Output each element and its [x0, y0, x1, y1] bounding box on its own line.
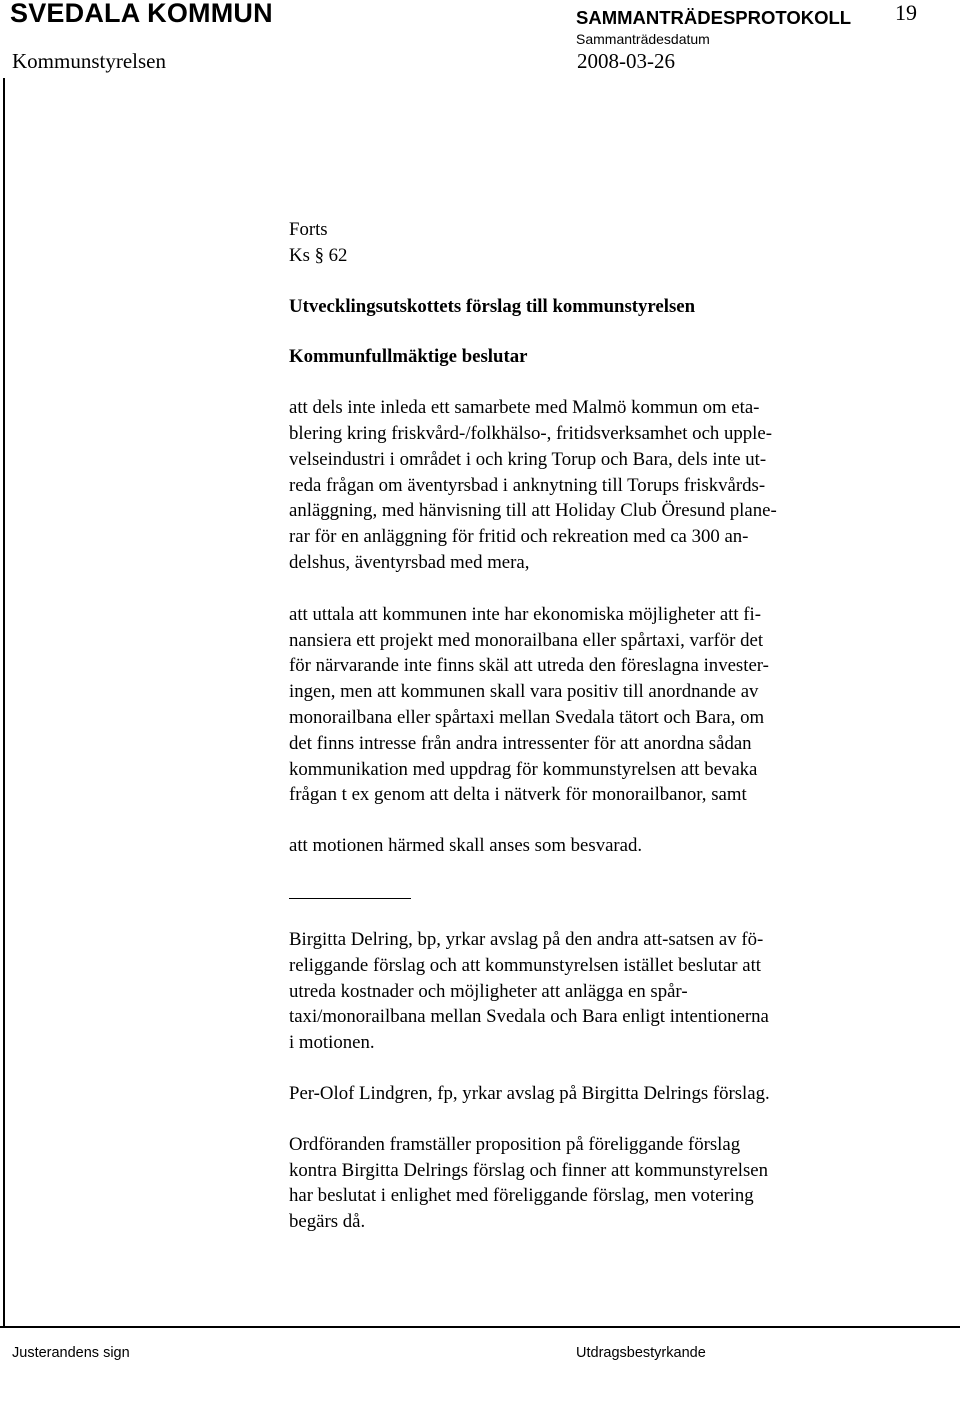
text-line: delshus, äventyrsbad med mera,: [289, 551, 530, 573]
text-line: rar för en anläggning för fritid och rekreation med ca 300 an-: [289, 526, 749, 548]
lindgren-motion: Per-Olof Lindgren, fp, yrkar avslag på Birgitta Delrings förslag.: [289, 1082, 770, 1104]
text-line: utreda kostnader och möjligheter att anlägga en spår-: [289, 980, 688, 1002]
council-decision-heading: Kommunfullmäktige beslutar: [289, 346, 528, 368]
text-line: kommunikation med uppdrag för kommunstyrelsen att bevaka: [289, 758, 758, 780]
text-line: det finns intresse från andra intressenter för att anordna sådan: [289, 732, 752, 754]
document-type: SAMMANTRÄDESPROTOKOLL: [576, 7, 852, 28]
committee-proposal-heading: Utvecklingsutskottets förslag till kommunstyrelsen: [289, 295, 696, 317]
chair-proposition: [289, 1132, 889, 1235]
continued-label: Forts: [289, 219, 328, 240]
text-line: begärs då.: [289, 1211, 366, 1233]
text-line: i motionen.: [289, 1032, 375, 1054]
delring-motion: [289, 927, 889, 1056]
text-line: att uttala att kommunen inte har ekonomiska möjligheter att fi-: [289, 603, 762, 625]
text-line: har beslutat i enlighet med föreliggande förslag, men votering: [289, 1185, 754, 1207]
att-clause-3: att motionen härmed skall anses som besvarad.: [289, 835, 643, 857]
paragraph-reference: Ks § 62: [289, 244, 348, 266]
page-number: 19: [895, 0, 917, 25]
text-line: velseindustri i området i och kring Torup och Bara, dels inte ut-: [289, 448, 767, 470]
att-clause-2: [289, 602, 889, 808]
text-line: blering kring friskvård-/folkhälso-, fritidsverksamhet och upple-: [289, 422, 772, 444]
text-line: taxi/monorailbana mellan Svedala och Bara enligt intentionerna: [289, 1006, 769, 1028]
text-line: religgande förslag och att kommunstyrelsen istället beslutar att: [289, 954, 762, 976]
footer-rule: [0, 1326, 960, 1328]
department-name: Kommunstyrelsen: [12, 49, 166, 73]
text-line: för närvarande inte finns skäl att utreda den föreslagna invester-: [289, 655, 769, 677]
certification-label: Utdragsbestyrkande: [576, 1345, 706, 1361]
meeting-date-label: Sammanträdesdatum: [576, 31, 710, 47]
text-line: anläggning, med hänvisning till att Holiday Club Öresund plane-: [289, 500, 777, 522]
text-line: ingen, men att kommunen skall vara positiv till anordnande av: [289, 681, 759, 703]
meeting-date: 2008-03-26: [577, 49, 675, 73]
text-line: monorailbana eller spårtaxi mellan Svedala tätort och Bara, om: [289, 706, 765, 728]
signature-label: Justerandens sign: [12, 1345, 130, 1361]
text-line: nansiera ett projekt med monorailbana eller spårtaxi, varför det: [289, 629, 764, 651]
text-line: att dels inte inleda ett samarbete med Malmö kommun om eta-: [289, 397, 760, 419]
left-margin-rule: [3, 78, 5, 1328]
text-line: kontra Birgitta Delrings förslag och finner att kommunstyrelsen: [289, 1159, 768, 1181]
document-body: [289, 217, 889, 1235]
organization-name: SVEDALA KOMMUN: [10, 0, 273, 28]
separator-line: [289, 898, 411, 899]
text-line: Birgitta Delring, bp, yrkar avslag på den andra att-satsen av fö-: [289, 928, 764, 950]
text-line: reda frågan om äventyrsbad i anknytning till Torups friskvårds-: [289, 474, 766, 496]
text-line: frågan t ex genom att delta i nätverk för monorailbanor, samt: [289, 784, 747, 806]
att-clause-1: [289, 395, 889, 576]
text-line: Ordföranden framställer proposition på föreliggande förslag: [289, 1133, 741, 1155]
